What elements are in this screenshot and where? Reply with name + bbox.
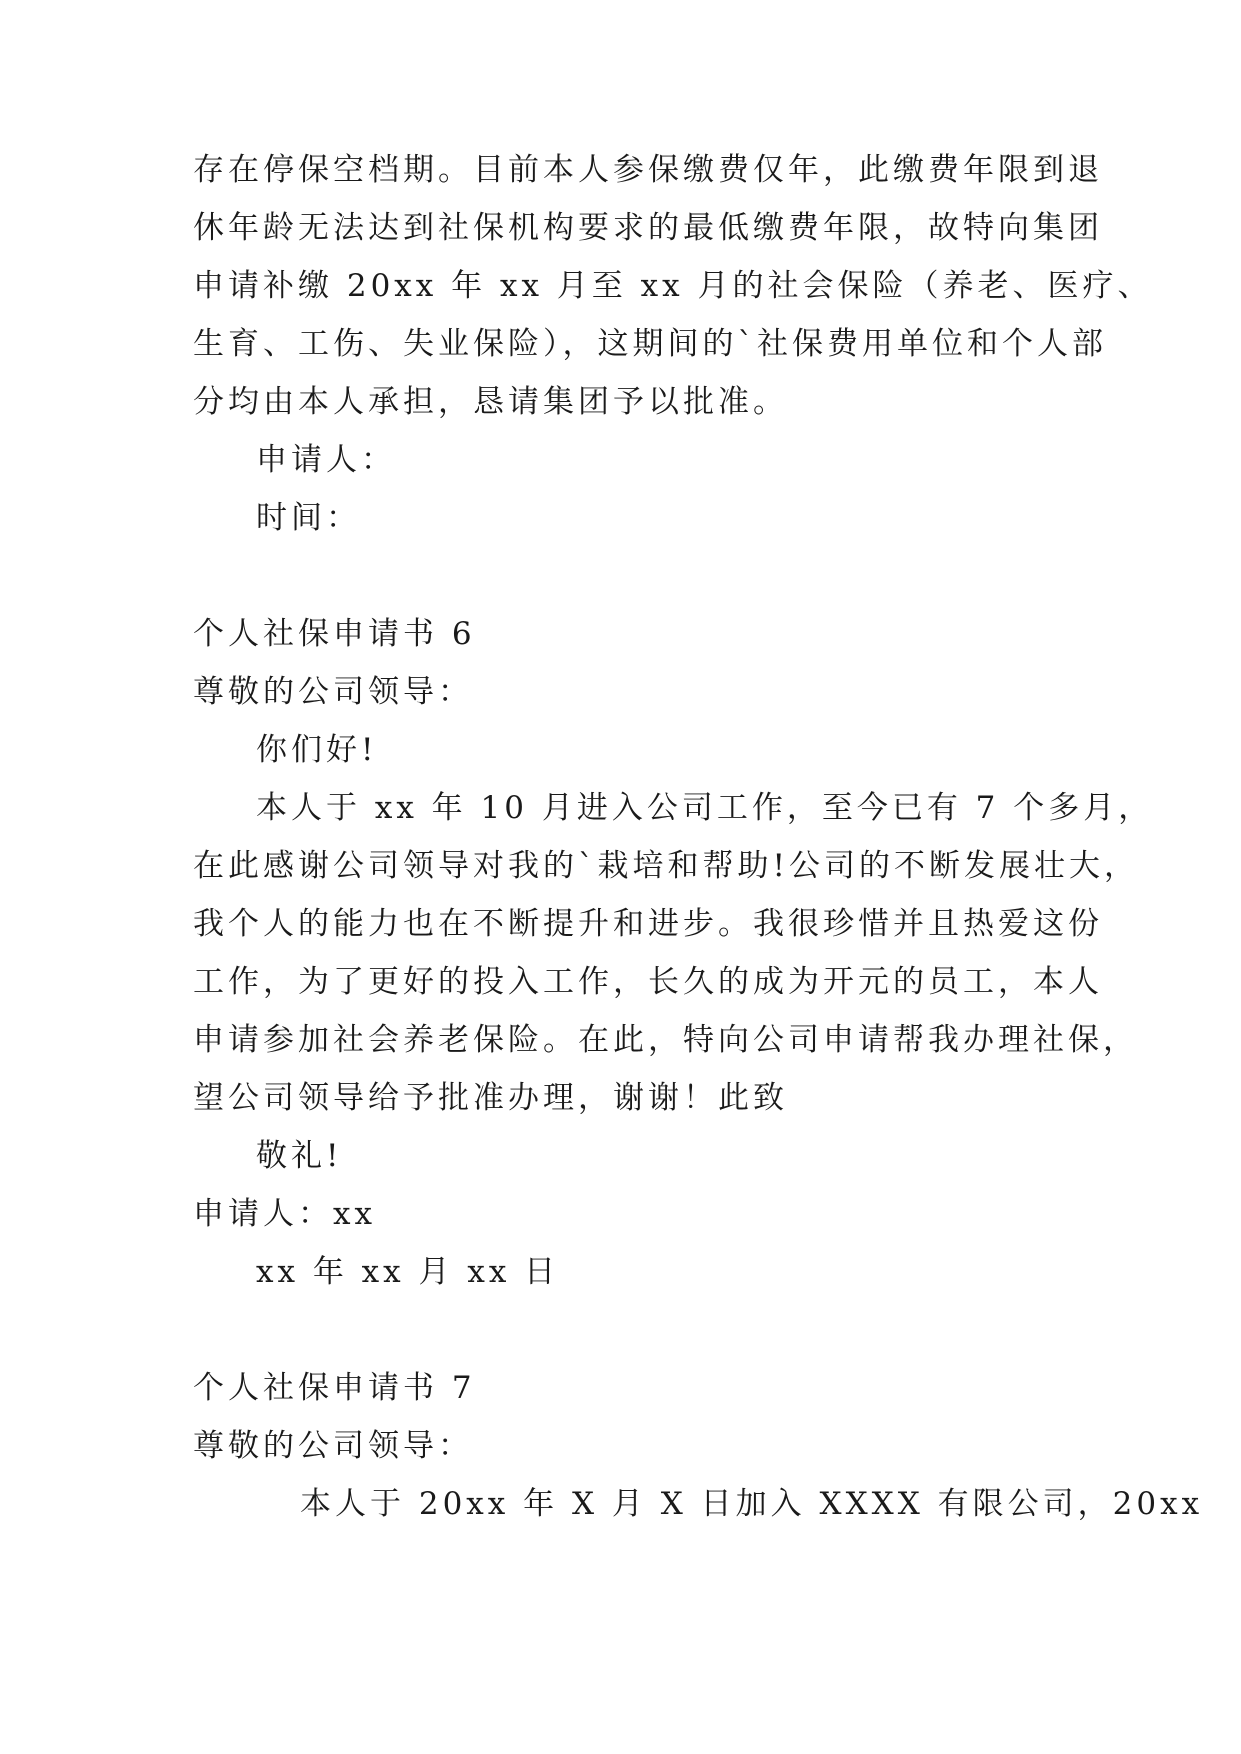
- applicant-label: 申请人：: [256, 442, 396, 478]
- paragraph-line: 休年龄无法达到社保机构要求的最低缴费年限，故特向集团: [193, 210, 1103, 246]
- paragraph-line: 申请补缴 20xx 年 xx 月至 xx 月的社会保险（养老、医疗、: [193, 268, 1153, 304]
- paragraph-line: 我个人的能力也在不断提升和进步。我很珍惜并且热爱这份: [193, 906, 1103, 942]
- closing: 敬礼!: [256, 1138, 343, 1174]
- paragraph-line: 望公司领导给予批准办理，谢谢！此致: [193, 1080, 788, 1116]
- salutation: 尊敬的公司领导：: [193, 1428, 473, 1464]
- paragraph-line: 本人于 xx 年 10 月进入公司工作，至今已有 7 个多月，: [256, 790, 1154, 826]
- paragraph-line: 存在停保空档期。目前本人参保缴费仅年，此缴费年限到退: [193, 152, 1103, 188]
- time-label: 时间：: [256, 500, 361, 536]
- paragraph-line: 工作，为了更好的投入工作，长久的成为开元的员工，本人: [193, 964, 1103, 1000]
- date-line: xx 年 xx 月 xx 日: [256, 1254, 560, 1290]
- greeting: 你们好!: [256, 732, 378, 768]
- paragraph-line: 生育、工伤、失业保险），这期间的`社保费用单位和个人部: [193, 326, 1107, 362]
- salutation: 尊敬的公司领导：: [193, 674, 473, 710]
- applicant-signature: 申请人：xx: [193, 1196, 376, 1232]
- section-title: 个人社保申请书 7: [193, 1370, 476, 1406]
- paragraph-line: 申请参加社会养老保险。在此，特向公司申请帮我办理社保，: [193, 1022, 1138, 1058]
- section-title: 个人社保申请书 6: [193, 616, 476, 652]
- paragraph-line: 分均由本人承担，恳请集团予以批准。: [193, 384, 788, 420]
- paragraph-line: 在此感谢公司领导对我的`栽培和帮助!公司的不断发展壮大，: [193, 848, 1139, 884]
- paragraph-line: 本人于 20xx 年 X 月 X 日加入 XXXX 有限公司，20xx: [300, 1486, 1204, 1522]
